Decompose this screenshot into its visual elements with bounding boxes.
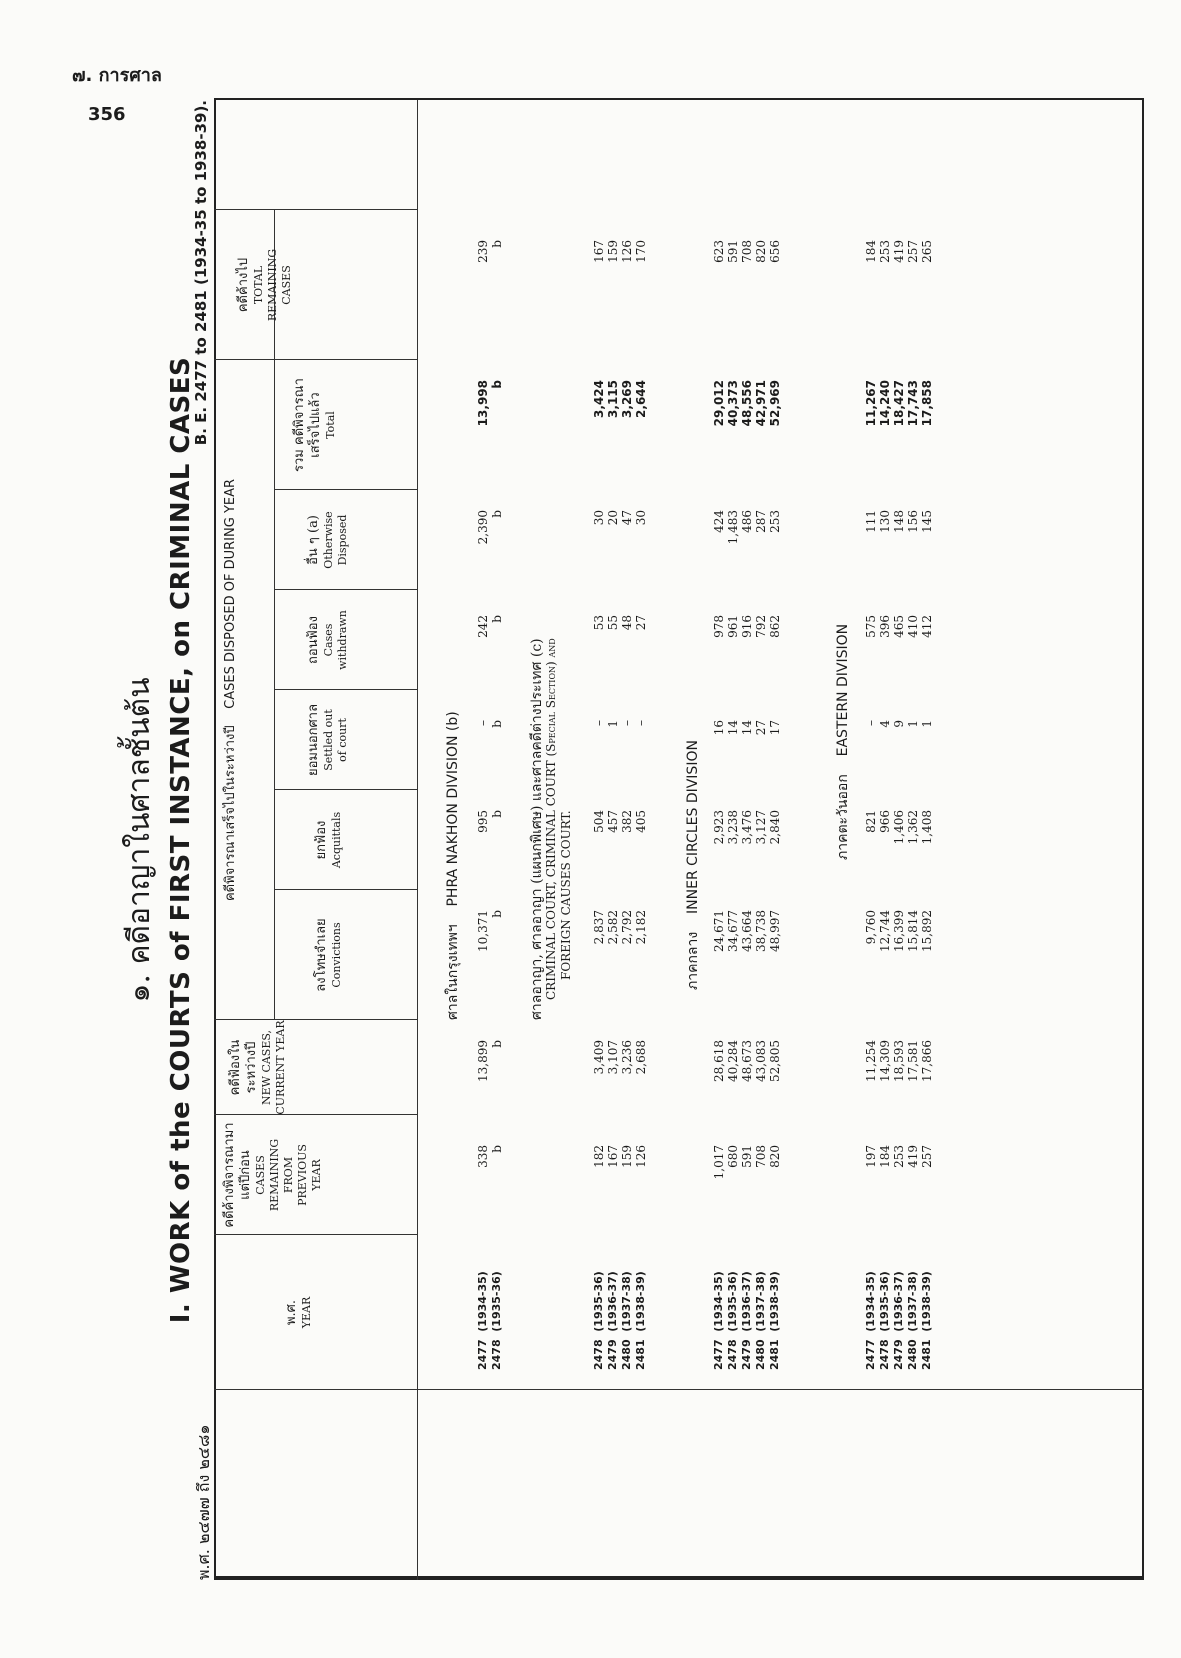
period-english: B. E. 2477 to 2481 (1934-35 to 1938-39). (192, 100, 210, 446)
total-disposed-criminal-court: 3,424 3,115 3,269 2,644 (592, 380, 648, 418)
total-remaining-phra-nakhon: 239 b (476, 240, 504, 263)
header-remaining-prev: คดีค้างพิจารณามาแต่ปีก่อน CASES REMAINING FROM PREVIOUS YEAR (222, 1122, 323, 1228)
otherwise-criminal-court: 30 20 47 30 (592, 510, 648, 526)
section-label-phra-nakhon: ศาลในกรุงเทพฯ PHRA NAKHON DIVISION (b) (445, 711, 461, 1020)
years-eastern: 2477 (1934-35) 2478 (1935-36) 2479 (1936-37) 2480 (1937-38) 2481 (1938-39) (864, 1271, 933, 1370)
header-disposed-group: คดีพิจารณาเสร็จไปในระหว่างปี CASES DISPOSED OF DURING YEAR (223, 478, 238, 902)
withdrawn-eastern: 575 396 465 410 412 (864, 615, 934, 638)
otherwise-eastern: 111 130 148 156 145 (864, 510, 934, 533)
convictions-eastern: 9,760 12,744 16,399 15,814 15,892 (864, 910, 934, 952)
header-new-cases: คดีฟ้องในระหว่างปี NEW CASES, CURRENT YEAR (228, 1020, 287, 1115)
withdrawn-criminal-court: 53 55 48 27 (592, 615, 648, 631)
acquittals-phra-nakhon: 995 b (476, 810, 504, 833)
remaining-prev-criminal-court: 182 167 159 126 (592, 1145, 648, 1168)
new-cases-inner-circles: 28,618 40,284 48,673 43,083 52,805 (712, 1040, 782, 1082)
header-bottom-rule (417, 100, 418, 1580)
otherwise-inner-circles: 424 1,483 486 287 253 (712, 510, 782, 545)
total-remaining-eastern: 184 253 419 257 265 (864, 240, 934, 263)
header-settled: ยอมนอกศาล Settled out of court (306, 703, 349, 777)
new-cases-eastern: 11,254 14,309 18,593 17,581 17,866 (864, 1040, 934, 1082)
acquittals-eastern: 821 966 1,406 1,362 1,408 (864, 810, 934, 845)
section-label-criminal-court: ศาลอาญา, ศาลอาญา (แผนกพิเศษ) และศาลคดีต่างประเทศ (c) (529, 638, 545, 1020)
remaining-prev-inner-circles: 1,017 680 591 708 820 (712, 1145, 782, 1180)
acquittals-inner-circles: 2,923 3,238 3,476 3,127 2,840 (712, 810, 782, 845)
table-frame (214, 98, 1144, 1580)
section-label-criminal-court-en-2: FOREIGN CAUSES COURT. (559, 810, 573, 980)
section-header: ๗. การศาล (72, 65, 162, 86)
total-remaining-criminal-court: 167 159 126 170 (592, 240, 648, 263)
total-disposed-eastern: 11,267 14,240 18,427 17,743 17,858 (864, 380, 934, 427)
withdrawn-phra-nakhon: 242 b (476, 615, 504, 638)
header-withdrawn: ถอนฟ้อง Cases withdrawn (306, 610, 349, 670)
total-disposed-inner-circles: 29,012 40,373 48,556 42,971 52,969 (712, 380, 782, 427)
header-acquittals: ยกฟ้อง Acquittals (314, 811, 343, 869)
title-thai: ๑. คดีอาญาในศาลชั้นต้น (122, 677, 157, 1003)
convictions-phra-nakhon: 10,371 b (476, 910, 504, 952)
section-label-inner-circles: ภาคกลาง INNER CIRCLES DIVISION (685, 740, 701, 990)
header-total-disposed: รวม คดีพิจารณา เสร็จไปแล้ว Total (292, 378, 337, 472)
header-year: พ.ศ. YEAR (284, 1296, 313, 1329)
otherwise-phra-nakhon: 2,390 b (476, 510, 504, 545)
convictions-inner-circles: 24,671 34,677 43,664 38,738 48,997 (712, 910, 782, 952)
page-number: 356 (88, 104, 126, 125)
table-block (122, 100, 1144, 1580)
settled-inner-circles: 16 14 14 27 17 (712, 720, 782, 736)
new-cases-criminal-court: 3,409 3,107 3,236 2,688 (592, 1040, 648, 1075)
years-criminal-court: 2478 (1935-36) 2479 (1936-37) 2480 (1937-38) 2481 (1938-39) (592, 1271, 647, 1370)
years-phra-nakhon: 2477 (1934-35) 2478 (1935-36) (476, 1271, 503, 1370)
withdrawn-inner-circles: 978 961 916 792 862 (712, 615, 782, 638)
total-disposed-phra-nakhon: 13,998 b (476, 380, 504, 427)
remaining-prev-phra-nakhon: 338 b (476, 1145, 504, 1168)
section-label-criminal-court-en: CRIMINAL COURT, CRIMINAL COURT (Special Section) and (544, 638, 558, 1000)
col-rule-5 (274, 889, 417, 890)
header-convictions: ลงโทษจำเลย Convictions (314, 918, 343, 992)
total-remaining-inner-circles: 623 591 708 820 656 (712, 240, 782, 263)
section-label-eastern: ภาคตะวันออก EASTERN DIVISION (835, 623, 851, 860)
period-thai: พ.ศ. ๒๔๗๗ ถึง ๒๔๘๑ (194, 1424, 213, 1580)
years-inner-circles: 2477 (1934-35) 2478 (1935-36) 2479 (1936-37) 2480 (1937-38) 2481 (1938-39) (712, 1271, 781, 1370)
new-cases-phra-nakhon: 13,899 b (476, 1040, 504, 1082)
settled-eastern: – 4 9 1 1 (864, 720, 934, 728)
settled-phra-nakhon: – b (476, 720, 504, 728)
title-english: I. WORK of the COURTS of FIRST INSTANCE, on CRIMINAL CASES (166, 356, 196, 1324)
col-rule-1 (214, 1389, 1144, 1390)
convictions-criminal-court: 2,837 2,582 2,792 2,182 (592, 910, 648, 945)
settled-criminal-court: – 1 – – (592, 720, 648, 728)
remaining-prev-eastern: 197 184 253 419 257 (864, 1145, 934, 1168)
header-total-remaining: คดีค้างไป TOTAL REMAINING CASES (236, 248, 293, 322)
acquittals-criminal-court: 504 457 382 405 (592, 810, 648, 833)
header-otherwise: อื่น ๆ (a) Otherwise Disposed (306, 511, 349, 569)
